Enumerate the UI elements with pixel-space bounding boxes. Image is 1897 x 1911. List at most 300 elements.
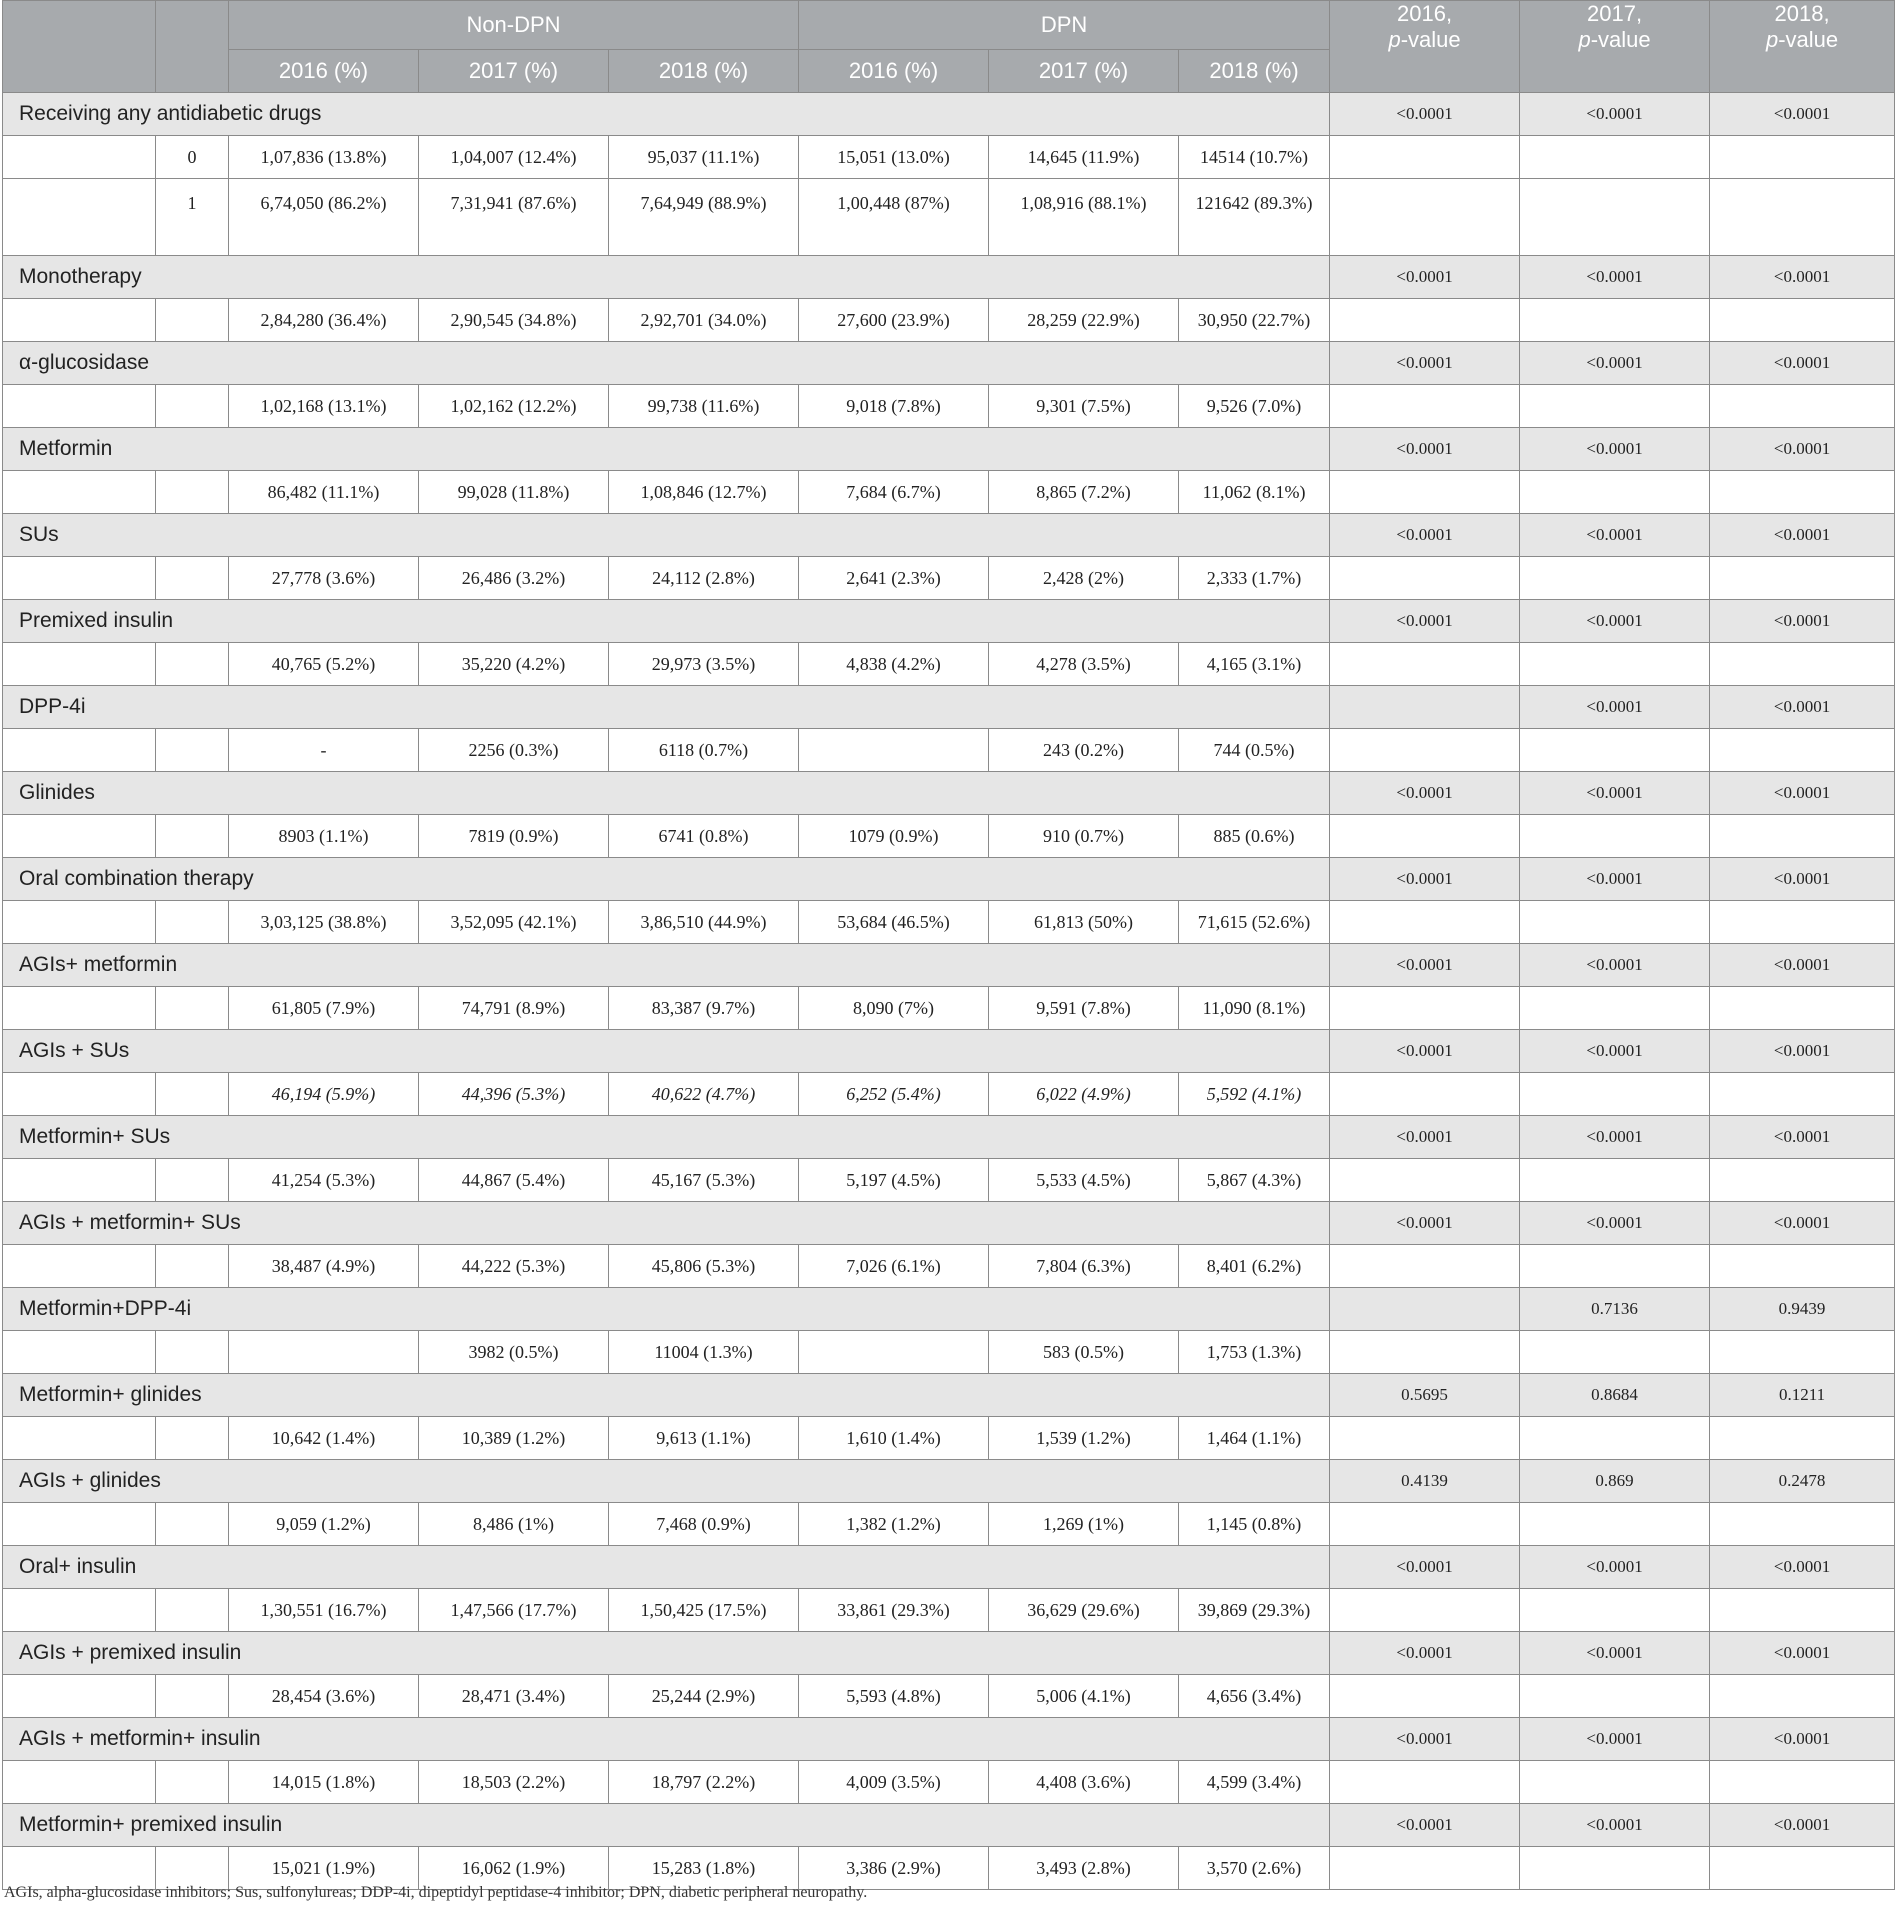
blank-cell — [3, 1245, 156, 1288]
p-value-empty-cell — [1520, 1503, 1710, 1546]
p-value-cell: <0.0001 — [1710, 1116, 1895, 1159]
p-value-empty-cell — [1710, 1245, 1895, 1288]
section-label: AGIs + metformin+ insulin — [3, 1718, 1330, 1761]
section-row — [3, 1288, 1895, 1331]
table-header — [3, 1, 1895, 93]
value-cell: 4,165 (3.1%) — [1179, 643, 1330, 686]
p-value-empty-cell — [1520, 901, 1710, 944]
p-value-empty-cell — [1710, 901, 1895, 944]
p-value-empty-cell — [1710, 1761, 1895, 1804]
value-cell: 74,791 (8.9%) — [419, 987, 609, 1030]
value-cell: 29,973 (3.5%) — [609, 643, 799, 686]
section-label: AGIs + SUs — [3, 1030, 1330, 1073]
header-non-dpn: Non-DPN — [229, 1, 799, 50]
value-cell: 28,259 (22.9%) — [989, 299, 1179, 342]
value-cell: 1,269 (1%) — [989, 1503, 1179, 1546]
header-empty-cell — [3, 1, 156, 93]
blank-cell — [3, 179, 156, 256]
value-cell: 3,86,510 (44.9%) — [609, 901, 799, 944]
value-cell: 7,64,949 (88.9%) — [609, 179, 799, 256]
subgroup-cell — [156, 385, 229, 428]
blank-cell — [3, 1073, 156, 1116]
value-cell: 27,778 (3.6%) — [229, 557, 419, 600]
p-value-cell: <0.0001 — [1710, 514, 1895, 557]
p-value-empty-cell — [1520, 136, 1710, 179]
subgroup-cell: 0 — [156, 136, 229, 179]
value-cell: 7,026 (6.1%) — [799, 1245, 989, 1288]
value-cell: 8,401 (6.2%) — [1179, 1245, 1330, 1288]
p-value-empty-cell — [1710, 1159, 1895, 1202]
subgroup-cell — [156, 815, 229, 858]
blank-cell — [3, 1159, 156, 1202]
blank-cell — [3, 729, 156, 772]
value-cell: 10,389 (1.2%) — [419, 1417, 609, 1460]
p-value-empty-cell — [1520, 1331, 1710, 1374]
section-label: Metformin+DPP-4i — [3, 1288, 1330, 1331]
section-row — [3, 1718, 1895, 1761]
value-cell: 2,641 (2.3%) — [799, 557, 989, 600]
header-non-dpn-2016: 2016 (%) — [229, 50, 419, 93]
subgroup-cell — [156, 299, 229, 342]
p-value-cell: <0.0001 — [1710, 772, 1895, 815]
value-cell: 36,629 (29.6%) — [989, 1589, 1179, 1632]
p-value-cell: <0.0001 — [1710, 858, 1895, 901]
value-cell: 7819 (0.9%) — [419, 815, 609, 858]
value-cell: 38,487 (4.9%) — [229, 1245, 419, 1288]
section-row — [3, 256, 1895, 299]
section-row — [3, 1546, 1895, 1589]
blank-cell — [3, 901, 156, 944]
p-value-empty-cell — [1710, 557, 1895, 600]
section-label: Oral+ insulin — [3, 1546, 1330, 1589]
value-cell: 45,167 (5.3%) — [609, 1159, 799, 1202]
value-cell: 1,464 (1.1%) — [1179, 1417, 1330, 1460]
p-value-empty-cell — [1710, 815, 1895, 858]
subgroup-cell — [156, 1761, 229, 1804]
p-value-empty-cell — [1330, 901, 1520, 944]
value-cell: 35,220 (4.2%) — [419, 643, 609, 686]
p-value-cell: <0.0001 — [1330, 1632, 1520, 1675]
p-value-empty-cell — [1330, 1761, 1520, 1804]
value-cell: 11,062 (8.1%) — [1179, 471, 1330, 514]
p-value-cell: <0.0001 — [1710, 1202, 1895, 1245]
p-value-empty-cell — [1710, 471, 1895, 514]
blank-cell — [3, 557, 156, 600]
p-value-cell: <0.0001 — [1710, 342, 1895, 385]
data-row — [3, 815, 1895, 858]
p-value-cell: <0.0001 — [1710, 600, 1895, 643]
p-value-empty-cell — [1520, 815, 1710, 858]
p-value-empty-cell — [1520, 987, 1710, 1030]
section-label: Receiving any antidiabetic drugs — [3, 93, 1330, 136]
p-value-empty-cell — [1710, 729, 1895, 772]
value-cell: 39,869 (29.3%) — [1179, 1589, 1330, 1632]
value-cell: 1,30,551 (16.7%) — [229, 1589, 419, 1632]
p-value-cell: <0.0001 — [1330, 93, 1520, 136]
data-row — [3, 136, 1895, 179]
value-cell: 24,112 (2.8%) — [609, 557, 799, 600]
p-value-empty-cell — [1330, 299, 1520, 342]
value-cell: 1,04,007 (12.4%) — [419, 136, 609, 179]
value-cell: 95,037 (11.1%) — [609, 136, 799, 179]
header-non-dpn-2017: 2017 (%) — [419, 50, 609, 93]
value-cell: 1,610 (1.4%) — [799, 1417, 989, 1460]
data-row — [3, 179, 1895, 256]
p-value-empty-cell — [1330, 179, 1520, 256]
p-value-empty-cell — [1520, 1589, 1710, 1632]
p-value-empty-cell — [1710, 299, 1895, 342]
section-label: DPP-4i — [3, 686, 1330, 729]
value-cell: 15,051 (13.0%) — [799, 136, 989, 179]
p-value-cell: <0.0001 — [1520, 256, 1710, 299]
value-cell: 15,283 (1.8%) — [609, 1847, 799, 1890]
p-value-cell: <0.0001 — [1330, 1546, 1520, 1589]
value-cell: 583 (0.5%) — [989, 1331, 1179, 1374]
value-cell: 4,599 (3.4%) — [1179, 1761, 1330, 1804]
p-value-cell: <0.0001 — [1330, 1030, 1520, 1073]
p-value-cell: <0.0001 — [1520, 944, 1710, 987]
value-cell: 1,539 (1.2%) — [989, 1417, 1179, 1460]
blank-cell — [3, 471, 156, 514]
subgroup-cell — [156, 1073, 229, 1116]
subgroup-cell — [156, 1589, 229, 1632]
value-cell: 46,194 (5.9%) — [229, 1073, 419, 1116]
value-cell: 2,428 (2%) — [989, 557, 1179, 600]
p-value-empty-cell — [1330, 1245, 1520, 1288]
blank-cell — [3, 1503, 156, 1546]
subgroup-cell — [156, 557, 229, 600]
section-label: α-glucosidase — [3, 342, 1330, 385]
p-value-empty-cell — [1710, 1417, 1895, 1460]
value-cell: 1,07,836 (13.8%) — [229, 136, 419, 179]
section-row — [3, 858, 1895, 901]
value-cell: 30,950 (22.7%) — [1179, 299, 1330, 342]
data-row — [3, 901, 1895, 944]
section-label: Metformin+ SUs — [3, 1116, 1330, 1159]
value-cell: 11,090 (8.1%) — [1179, 987, 1330, 1030]
p-value-cell: <0.0001 — [1330, 772, 1520, 815]
p-value-empty-cell — [1330, 385, 1520, 428]
value-cell: 8,090 (7%) — [799, 987, 989, 1030]
p-value-empty-cell — [1330, 815, 1520, 858]
value-cell: 1,02,162 (12.2%) — [419, 385, 609, 428]
value-cell: 27,600 (23.9%) — [799, 299, 989, 342]
blank-cell — [3, 299, 156, 342]
p-value-cell: <0.0001 — [1520, 342, 1710, 385]
p-value-empty-cell — [1520, 1245, 1710, 1288]
p-value-empty-cell — [1520, 1417, 1710, 1460]
p-value-cell: <0.0001 — [1330, 514, 1520, 557]
p-value-cell: 0.5695 — [1330, 1374, 1520, 1417]
section-label: Monotherapy — [3, 256, 1330, 299]
p-value-cell: <0.0001 — [1710, 428, 1895, 471]
data-row — [3, 1503, 1895, 1546]
blank-cell — [3, 1331, 156, 1374]
value-cell: 1079 (0.9%) — [799, 815, 989, 858]
p-value-cell: <0.0001 — [1330, 1202, 1520, 1245]
header-dpn: DPN — [799, 1, 1330, 50]
value-cell: 2256 (0.3%) — [419, 729, 609, 772]
p-value-cell: <0.0001 — [1330, 944, 1520, 987]
section-label: AGIs + metformin+ SUs — [3, 1202, 1330, 1245]
p-value-empty-cell — [1330, 1331, 1520, 1374]
p-value-empty-cell — [1710, 179, 1895, 256]
subgroup-cell — [156, 1245, 229, 1288]
value-cell: 4,838 (4.2%) — [799, 643, 989, 686]
p-value-cell: <0.0001 — [1330, 342, 1520, 385]
p-value-empty-cell — [1710, 1331, 1895, 1374]
p-value-cell: <0.0001 — [1520, 858, 1710, 901]
p-value-cell: 0.7136 — [1520, 1288, 1710, 1331]
value-cell: 44,867 (5.4%) — [419, 1159, 609, 1202]
value-cell: 1,50,425 (17.5%) — [609, 1589, 799, 1632]
value-cell: 910 (0.7%) — [989, 815, 1179, 858]
p-value-cell: <0.0001 — [1710, 1030, 1895, 1073]
blank-cell — [3, 1417, 156, 1460]
table-footnote: AGIs, alpha-glucosidase inhibitors; Sus, sulfonylureas; DDP-4i, dipeptidyl peptidase-4 inhibitor; DPN, diabetic peripheral neuropathy. — [4, 1884, 868, 1901]
section-row — [3, 428, 1895, 471]
value-cell: 25,244 (2.9%) — [609, 1675, 799, 1718]
value-cell: 121642 (89.3%) — [1179, 179, 1330, 256]
data-row — [3, 729, 1895, 772]
value-cell: - — [229, 729, 419, 772]
value-cell: 1,47,566 (17.7%) — [419, 1589, 609, 1632]
subgroup-cell — [156, 901, 229, 944]
value-cell: 885 (0.6%) — [1179, 815, 1330, 858]
value-cell: 9,526 (7.0%) — [1179, 385, 1330, 428]
value-cell: 5,197 (4.5%) — [799, 1159, 989, 1202]
value-cell: 4,009 (3.5%) — [799, 1761, 989, 1804]
value-cell: 11004 (1.3%) — [609, 1331, 799, 1374]
p-value-cell: <0.0001 — [1330, 256, 1520, 299]
section-label: SUs — [3, 514, 1330, 557]
data-row — [3, 987, 1895, 1030]
value-cell: 99,738 (11.6%) — [609, 385, 799, 428]
header-dpn-2018: 2018 (%) — [1179, 50, 1330, 93]
p-value-cell: <0.0001 — [1520, 514, 1710, 557]
blank-cell — [3, 1761, 156, 1804]
p-value-empty-cell — [1330, 1675, 1520, 1718]
value-cell: 744 (0.5%) — [1179, 729, 1330, 772]
section-label: AGIs+ metformin — [3, 944, 1330, 987]
blank-cell — [3, 643, 156, 686]
header-empty-cell — [156, 1, 229, 93]
p-value-empty-cell — [1710, 1073, 1895, 1116]
value-cell: 3,52,095 (42.1%) — [419, 901, 609, 944]
p-value-cell: 0.4139 — [1330, 1460, 1520, 1503]
p-value-empty-cell — [1330, 1589, 1520, 1632]
blank-cell — [3, 1675, 156, 1718]
value-cell: 9,059 (1.2%) — [229, 1503, 419, 1546]
blank-cell — [3, 987, 156, 1030]
blank-cell — [3, 136, 156, 179]
value-cell: 26,486 (3.2%) — [419, 557, 609, 600]
blank-cell — [3, 815, 156, 858]
p-value-empty-cell — [1520, 1159, 1710, 1202]
value-cell: 1,753 (1.3%) — [1179, 1331, 1330, 1374]
value-cell: 44,396 (5.3%) — [419, 1073, 609, 1116]
value-cell: 9,301 (7.5%) — [989, 385, 1179, 428]
value-cell: 1,00,448 (87%) — [799, 179, 989, 256]
p-value-empty-cell — [1520, 179, 1710, 256]
p-value-empty-cell — [1330, 987, 1520, 1030]
p-value-empty-cell — [1330, 1159, 1520, 1202]
section-row — [3, 514, 1895, 557]
data-row — [3, 1073, 1895, 1116]
section-row — [3, 1804, 1895, 1847]
value-cell: 2,92,701 (34.0%) — [609, 299, 799, 342]
p-value-cell: <0.0001 — [1520, 600, 1710, 643]
data-row — [3, 1331, 1895, 1374]
value-cell: 6741 (0.8%) — [609, 815, 799, 858]
value-cell: 9,018 (7.8%) — [799, 385, 989, 428]
value-cell — [229, 1331, 419, 1374]
value-cell: 5,593 (4.8%) — [799, 1675, 989, 1718]
value-cell: 40,622 (4.7%) — [609, 1073, 799, 1116]
value-cell: 41,254 (5.3%) — [229, 1159, 419, 1202]
blank-cell — [3, 1589, 156, 1632]
data-row — [3, 471, 1895, 514]
section-label: Premixed insulin — [3, 600, 1330, 643]
subgroup-cell — [156, 1417, 229, 1460]
value-cell: 9,613 (1.1%) — [609, 1417, 799, 1460]
blank-cell — [3, 385, 156, 428]
p-value-empty-cell — [1330, 1417, 1520, 1460]
p-value-cell: <0.0001 — [1330, 1718, 1520, 1761]
value-cell: 28,454 (3.6%) — [229, 1675, 419, 1718]
header-dpn-2016: 2016 (%) — [799, 50, 989, 93]
data-row — [3, 557, 1895, 600]
p-value-empty-cell — [1520, 1761, 1710, 1804]
data-row — [3, 643, 1895, 686]
header-p-2017: 2017, p-value — [1520, 1, 1710, 93]
p-value-cell: <0.0001 — [1710, 256, 1895, 299]
value-cell: 5,592 (4.1%) — [1179, 1073, 1330, 1116]
header-p-2016: 2016, p-value — [1330, 1, 1520, 93]
section-label: Glinides — [3, 772, 1330, 815]
data-row — [3, 1675, 1895, 1718]
p-value-cell: <0.0001 — [1710, 1804, 1895, 1847]
p-value-cell: <0.0001 — [1520, 772, 1710, 815]
section-label: Oral combination therapy — [3, 858, 1330, 901]
section-row — [3, 1030, 1895, 1073]
p-value-empty-cell — [1520, 385, 1710, 428]
p-value-cell: <0.0001 — [1710, 686, 1895, 729]
p-value-empty-cell — [1330, 136, 1520, 179]
p-value-cell: <0.0001 — [1520, 1632, 1710, 1675]
section-label: Metformin+ premixed insulin — [3, 1804, 1330, 1847]
p-value-empty-cell — [1710, 987, 1895, 1030]
value-cell: 44,222 (5.3%) — [419, 1245, 609, 1288]
p-value-empty-cell — [1520, 471, 1710, 514]
section-label: AGIs + glinides — [3, 1460, 1330, 1503]
value-cell: 7,804 (6.3%) — [989, 1245, 1179, 1288]
p-value-cell: 0.869 — [1520, 1460, 1710, 1503]
data-row — [3, 299, 1895, 342]
section-row — [3, 1460, 1895, 1503]
section-label: AGIs + premixed insulin — [3, 1632, 1330, 1675]
header-p-2018: 2018, p-value — [1710, 1, 1895, 93]
p-value-empty-cell — [1520, 1847, 1710, 1890]
section-row — [3, 1374, 1895, 1417]
value-cell: 1,382 (1.2%) — [799, 1503, 989, 1546]
value-cell: 4,408 (3.6%) — [989, 1761, 1179, 1804]
data-row — [3, 1159, 1895, 1202]
value-cell: 18,503 (2.2%) — [419, 1761, 609, 1804]
value-cell: 5,533 (4.5%) — [989, 1159, 1179, 1202]
value-cell: 3,386 (2.9%) — [799, 1847, 989, 1890]
value-cell: 1,08,846 (12.7%) — [609, 471, 799, 514]
data-row — [3, 1417, 1895, 1460]
value-cell: 6118 (0.7%) — [609, 729, 799, 772]
p-value-cell: <0.0001 — [1520, 428, 1710, 471]
value-cell: 45,806 (5.3%) — [609, 1245, 799, 1288]
value-cell: 71,615 (52.6%) — [1179, 901, 1330, 944]
value-cell: 8,486 (1%) — [419, 1503, 609, 1546]
value-cell: 83,387 (9.7%) — [609, 987, 799, 1030]
p-value-empty-cell — [1710, 136, 1895, 179]
value-cell: 2,90,545 (34.8%) — [419, 299, 609, 342]
p-value-empty-cell — [1330, 1847, 1520, 1890]
p-value-empty-cell — [1330, 557, 1520, 600]
value-cell: 4,656 (3.4%) — [1179, 1675, 1330, 1718]
p-value-cell — [1330, 686, 1520, 729]
value-cell: 8903 (1.1%) — [229, 815, 419, 858]
p-value-cell: 0.9439 — [1710, 1288, 1895, 1331]
section-row — [3, 93, 1895, 136]
p-value-empty-cell — [1520, 1675, 1710, 1718]
value-cell: 61,813 (50%) — [989, 901, 1179, 944]
value-cell: 6,252 (5.4%) — [799, 1073, 989, 1116]
value-cell: 9,591 (7.8%) — [989, 987, 1179, 1030]
subgroup-cell — [156, 987, 229, 1030]
subgroup-cell — [156, 729, 229, 772]
p-value-cell: <0.0001 — [1520, 1116, 1710, 1159]
subgroup-cell: 1 — [156, 179, 229, 256]
p-value-empty-cell — [1330, 643, 1520, 686]
value-cell: 10,642 (1.4%) — [229, 1417, 419, 1460]
section-row — [3, 944, 1895, 987]
value-cell: 3,493 (2.8%) — [989, 1847, 1179, 1890]
table-body — [3, 93, 1895, 1890]
p-value-empty-cell — [1710, 385, 1895, 428]
value-cell — [799, 729, 989, 772]
p-value-cell: 0.2478 — [1710, 1460, 1895, 1503]
value-cell: 6,022 (4.9%) — [989, 1073, 1179, 1116]
value-cell: 1,02,168 (13.1%) — [229, 385, 419, 428]
header-dpn-2017: 2017 (%) — [989, 50, 1179, 93]
value-cell: 1,145 (0.8%) — [1179, 1503, 1330, 1546]
section-row — [3, 600, 1895, 643]
p-value-empty-cell — [1710, 643, 1895, 686]
p-value-cell: <0.0001 — [1710, 1632, 1895, 1675]
header-non-dpn-2018: 2018 (%) — [609, 50, 799, 93]
value-cell: 2,333 (1.7%) — [1179, 557, 1330, 600]
p-value-cell: <0.0001 — [1520, 93, 1710, 136]
p-value-empty-cell — [1710, 1847, 1895, 1890]
p-value-empty-cell — [1330, 1073, 1520, 1116]
p-value-cell — [1330, 1288, 1520, 1331]
p-value-cell: <0.0001 — [1330, 858, 1520, 901]
value-cell: 61,805 (7.9%) — [229, 987, 419, 1030]
p-value-cell: <0.0001 — [1520, 1804, 1710, 1847]
data-row — [3, 1245, 1895, 1288]
subgroup-cell — [156, 643, 229, 686]
p-value-empty-cell — [1330, 1503, 1520, 1546]
p-value-cell: 0.8684 — [1520, 1374, 1710, 1417]
value-cell: 14,645 (11.9%) — [989, 136, 1179, 179]
p-value-empty-cell — [1520, 729, 1710, 772]
